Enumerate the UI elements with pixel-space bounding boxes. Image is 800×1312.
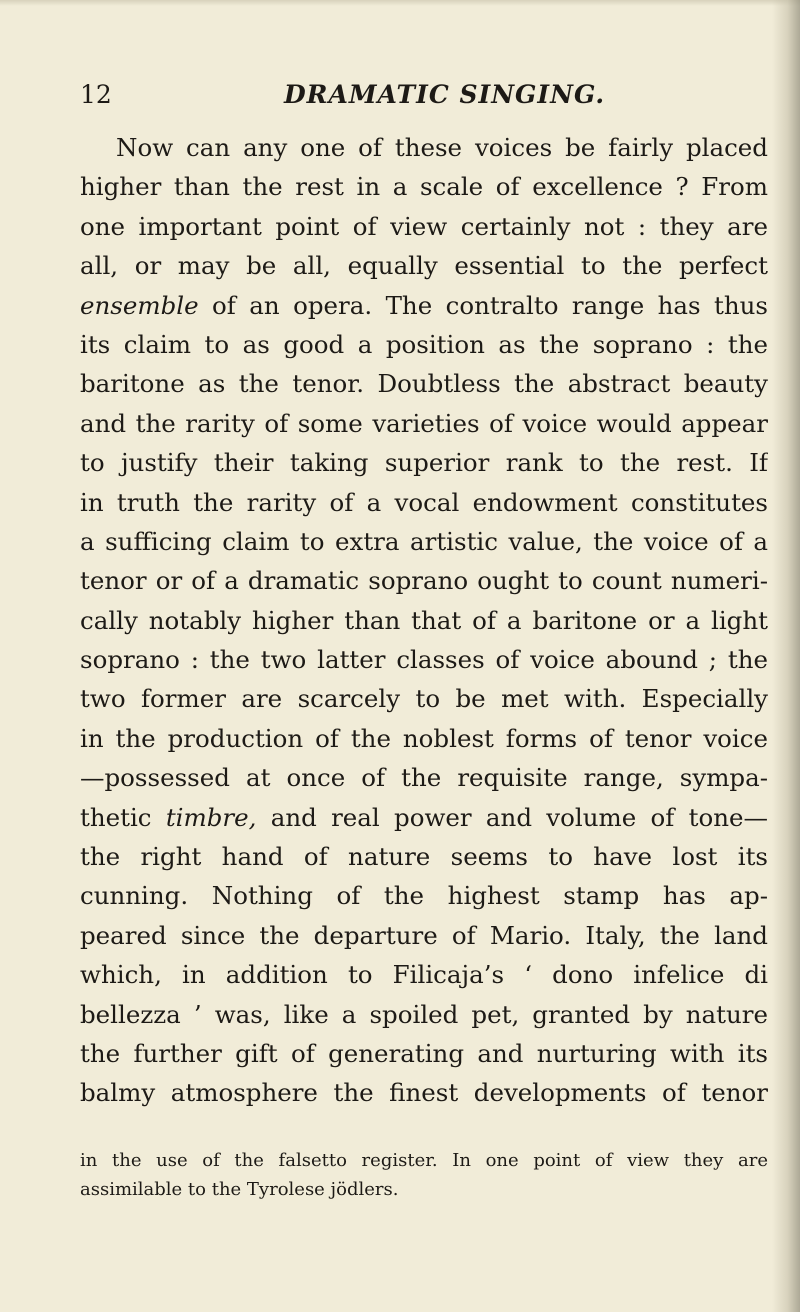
text-line-start: thetic <box>80 802 152 832</box>
text-line: soprano : the two latter classes of voice abound ; the <box>80 645 768 675</box>
footnote-line: assimilable to the Tyrolese jödlers. <box>80 1179 399 1200</box>
text-line: its claim to as good a position as the soprano : the <box>80 329 768 359</box>
text-line <box>80 798 768 837</box>
page-top-edge <box>0 0 800 6</box>
text-line: all, or may be all, equally essential to the perfect <box>80 251 768 281</box>
text-line: Now can any one of these voices be fairly placed <box>116 133 768 162</box>
text-line: baritone as the tenor. Doubtless the abstract beauty <box>80 369 768 399</box>
text-line: tenor or of a dramatic soprano ought to count numeri- <box>80 566 768 596</box>
text-line: the right hand of nature seems to have lost its <box>80 842 768 872</box>
text-line: two former are scarcely to be met with. Especially <box>80 684 768 714</box>
footnote-line: in the use of the falsetto register. In one point of view they are <box>80 1150 768 1171</box>
text-line-rest: and real power and volume of tone— <box>270 802 768 832</box>
text-line: in truth the rarity of a vocal endowment constitutes <box>80 487 768 517</box>
text-line: which, in addition to Filicaja’s ‘ dono infelice di <box>80 960 768 990</box>
text-line: the further gift of generating and nurturing with its <box>80 1038 768 1068</box>
page-binding-shadow <box>772 0 800 1312</box>
text-line: balmy atmosphere the finest developments of tenor <box>80 1078 768 1108</box>
text-line: a sufficing claim to extra artistic value, the voice of a <box>80 526 768 556</box>
text-line: cally notably higher than that of a baritone or a light <box>80 605 768 635</box>
text-line: and the rarity of some varieties of voice would appear <box>80 408 768 438</box>
text-line: cunning. Nothing of the highest stamp has ap- <box>80 881 768 911</box>
text-line: to justify their taking superior rank to the rest. If <box>80 448 768 478</box>
text-line: peared since the departure of Mario. Italy, the land <box>80 920 768 950</box>
page-header <box>80 78 760 112</box>
text-line: in the production of the noblest forms of tenor voice <box>80 723 768 753</box>
running-head: DRAMATIC SINGING. <box>284 80 606 109</box>
italic-word-ensemble: ensemble <box>80 290 199 320</box>
text-line: higher than the rest in a scale of excellence ? From <box>80 172 768 202</box>
body-text <box>80 128 768 1113</box>
text-line: bellezza ’ was, like a spoiled pet, granted by nature <box>80 999 768 1029</box>
text-line: one important point of view certainly not : they are <box>80 211 768 241</box>
text-line-rest: of an opera. The contralto range has thus <box>212 290 768 320</box>
text-line: —possessed at once of the requisite range, sympa- <box>80 763 768 793</box>
text-line <box>80 286 768 325</box>
footnote <box>80 1146 768 1204</box>
italic-word-timbre: timbre, <box>165 802 257 832</box>
page-number: 12 <box>80 80 112 109</box>
